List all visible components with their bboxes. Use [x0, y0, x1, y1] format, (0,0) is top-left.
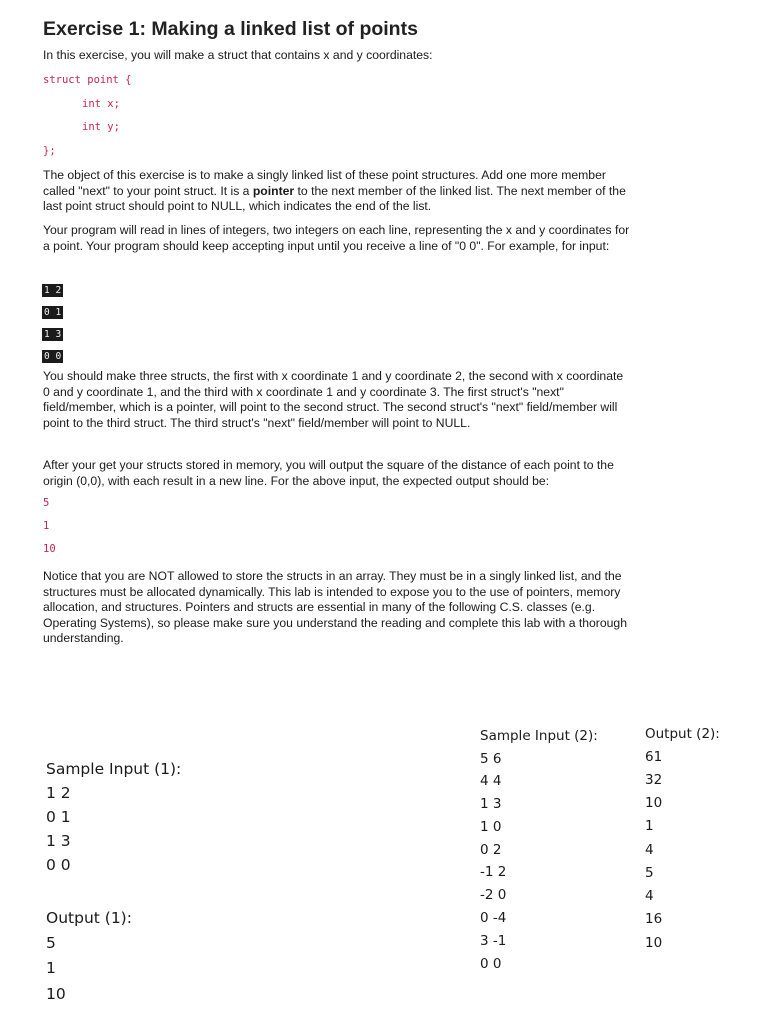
- struct-code-line: int x;: [82, 98, 120, 110]
- paragraph-notice: Notice that you are NOT allowed to store the structs in an array. They must be in a singly linked list, and the structures must be allocated dynamically. This lab is intended to expose you to the use of pointers, memory allocation, and structures. Pointers and structs are essential in many of the following C.S. classes (e.g. Operating Systems), so please make sure you understand the reading and complete this lab with a thorough understanding.: [43, 569, 627, 645]
- struct-code-line: int y;: [82, 121, 120, 133]
- paragraph-output-format: After your get your structs stored in memory, you will output the square of the distance of each point to the origin (0,0), with each result in a new line. For the above input, the expected output should be:: [43, 458, 614, 488]
- sample2-output-label: Output (2):: [645, 726, 720, 742]
- sample1-output-label: Output (1):: [46, 909, 132, 927]
- example-output-line: 5: [43, 497, 50, 509]
- sample1-input-label: Sample Input (1):: [46, 760, 182, 778]
- example-input-line: 1 3: [44, 329, 62, 340]
- pointer-emphasis: pointer: [252, 183, 295, 198]
- paragraph-struct-explanation: You should make three structs, the first with x coordinate 1 and y coordinate 2, the second with x coordinate 0 and y coordinate 1, and the third with x coordinate 1 and y coordinate 3. The first struct's "next" field/member, which is a pointer, will point to the second struct. The second struct's "next" field/member will point to the third struct. The third struct's "next" field/member will point to NULL.: [43, 369, 624, 430]
- sample1-output-line: 1: [46, 959, 56, 977]
- paragraph-input-format: Your program will read in lines of integers, two integers on each line, representing the x and y coordinates for a point. Your program should keep accepting input until you receive a line of "0 0". For example, for input:: [43, 223, 630, 253]
- sample2-output-line: 5: [645, 865, 654, 881]
- sample2-output-line: 61: [645, 749, 663, 765]
- sample2-output-line: 10: [645, 935, 663, 951]
- sample1-input-line: 0 0: [46, 856, 71, 874]
- paragraph-linked-list: The object of this exercise is to make a singly linked list of these point structures. Add one more member called "next" to your point struct. It is a pointer to the next member of the linked list. The next member of the last point struct should point to NULL, which indicates the end of the list.: [43, 168, 626, 213]
- sample2-input-line: 1 0: [480, 819, 502, 835]
- sample2-output-line: 10: [645, 795, 663, 811]
- example-input-line: 1 2: [44, 285, 62, 296]
- intro-text: In this exercise, you will make a struct that contains x and y coordinates:: [43, 48, 433, 62]
- sample2-output-line: 4: [645, 888, 654, 904]
- sample2-output-line: 4: [645, 842, 654, 858]
- example-input-line: 0 0: [44, 351, 62, 362]
- sample2-input-line: 1 3: [480, 796, 502, 812]
- sample2-output-line: 16: [645, 911, 663, 927]
- sample2-output-line: 1: [645, 818, 654, 834]
- sample2-input-line: 0 2: [480, 842, 502, 858]
- page-title: Exercise 1: Making a linked list of points: [43, 18, 418, 40]
- example-input-line: 0 1: [44, 307, 62, 318]
- struct-code-line: };: [43, 145, 56, 157]
- sample1-input-line: 1 2: [46, 784, 71, 802]
- sample2-output-line: 32: [645, 772, 663, 788]
- struct-code-line: struct point {: [43, 74, 132, 86]
- sample2-input-line: 3 -1: [480, 933, 507, 949]
- sample2-input-line: -1 2: [480, 864, 507, 880]
- sample2-input-line: -2 0: [480, 887, 507, 903]
- sample2-input-line: 5 6: [480, 751, 502, 767]
- sample1-output-line: 10: [46, 985, 66, 1003]
- sample2-input-line: 0 -4: [480, 910, 507, 926]
- sample2-input-line: 0 0: [480, 956, 502, 972]
- sample1-input-line: 1 3: [46, 832, 71, 850]
- sample2-input-label: Sample Input (2):: [480, 728, 598, 744]
- sample1-output-line: 5: [46, 934, 56, 952]
- sample1-input-line: 0 1: [46, 808, 71, 826]
- example-output-line: 10: [43, 543, 56, 555]
- sample2-input-line: 4 4: [480, 773, 502, 789]
- example-output-line: 1: [43, 520, 50, 532]
